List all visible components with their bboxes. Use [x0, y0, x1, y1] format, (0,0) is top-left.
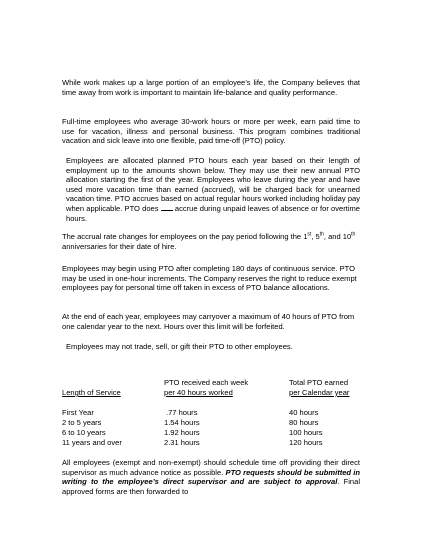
table-row: [62, 438, 372, 448]
cell-weekly: 1.92 hours: [164, 428, 200, 437]
cell-service: 6 to 10 years: [62, 428, 106, 437]
sup-th-2: th: [351, 231, 356, 238]
scheduling-paragraph: [62, 458, 360, 496]
cell-weekly: 1.54 hours: [164, 418, 200, 427]
cell-annual: 40 hours: [289, 408, 319, 417]
scheduling-text-c: . Final approved forms are then forwarded to: [62, 477, 360, 496]
table-row: [62, 408, 372, 418]
accrual-rate-paragraph: [62, 232, 360, 251]
header-service: Length of Service: [62, 388, 121, 397]
scheduling-text-a: All employees (exempt and non-exempt) should schedule time off providing their direct supervisor as much advance notice as possible.: [62, 458, 360, 477]
carryover-paragraph: At the end of each year, employees may carryover a maximum of 40 hours of PTO from one calendar year to the next. Hours over this limit will be forfeited.: [62, 312, 355, 331]
cell-weekly: 2.31 hours: [164, 438, 200, 447]
scheduling-emphasis: PTO requests should be submitted in writing to the employee’s direct supervisor and are subject to approval: [62, 467, 360, 487]
table-row: [62, 428, 372, 438]
allocation-text-a: Employees are allocated planned PTO hours each year based on their length of employment up to the amounts shown below. They may use their new annual PTO allocation starting the first of the year. Employees who leave during the year and have used more vacation time than earned (accrued), will be charged back for unearned vacation time. PTO accrues based on actual regular hours worked including holiday pay when applicable. PTO does: [66, 156, 360, 213]
accrual-text-b: , 5: [311, 232, 320, 241]
allocation-text-b: accrue during unpaid leaves of absence or for overtime hours.: [66, 203, 360, 223]
header-weekly-line1: PTO received each week: [164, 378, 249, 387]
eligibility-paragraph: Full-time employees who average 30-work hours or more per week, earn paid time to use for vacation, illness and personal business. This program combines traditional vacation and sick leave into one flexible, paid time-off (PTO) policy.: [62, 117, 360, 146]
accrual-text-a: The accrual rate changes for employees on the pay period following the 1: [62, 232, 308, 241]
blank-line: [161, 204, 173, 211]
allocation-paragraph: [66, 156, 360, 223]
table-header-row-1: [62, 378, 372, 388]
cell-annual: 80 hours: [289, 418, 319, 427]
cell-annual: 120 hours: [289, 438, 323, 447]
header-annual-line2: per Calendar year: [289, 388, 350, 397]
header-annual-line1: Total PTO earned: [289, 378, 349, 387]
table-header-row-2: [62, 388, 372, 398]
cell-service: 11 years and over: [62, 438, 122, 447]
cell-service: First Year: [62, 408, 94, 417]
accrual-text-d: anniversaries for their date of hire.: [62, 241, 177, 251]
cell-annual: 100 hours: [289, 428, 323, 437]
cell-weekly: .77 hours: [166, 408, 198, 417]
sup-th-1: th: [319, 231, 324, 238]
no-trade-paragraph: Employees may not trade, sell, or gift their PTO to other employees.: [66, 342, 293, 351]
table-row: [62, 418, 372, 428]
intro-paragraph: While work makes up a large portion of an employee’s life, the Company believes that time away from work is important to maintain life-balance and quality performance.: [62, 78, 360, 97]
accrual-text-c: , and 10: [323, 232, 352, 241]
sup-st: st: [307, 231, 312, 238]
usage-paragraph: Employees may begin using PTO after completing 180 days of continuous service. PTO may be used in one-hour increments. The Company reserves the right to reduce exempt employees pay for personal time off taken in excess of PTO balance allocations.: [62, 264, 357, 293]
header-weekly-line2: per 40 hours worked: [164, 388, 233, 397]
cell-service: 2 to 5 years: [62, 418, 102, 427]
